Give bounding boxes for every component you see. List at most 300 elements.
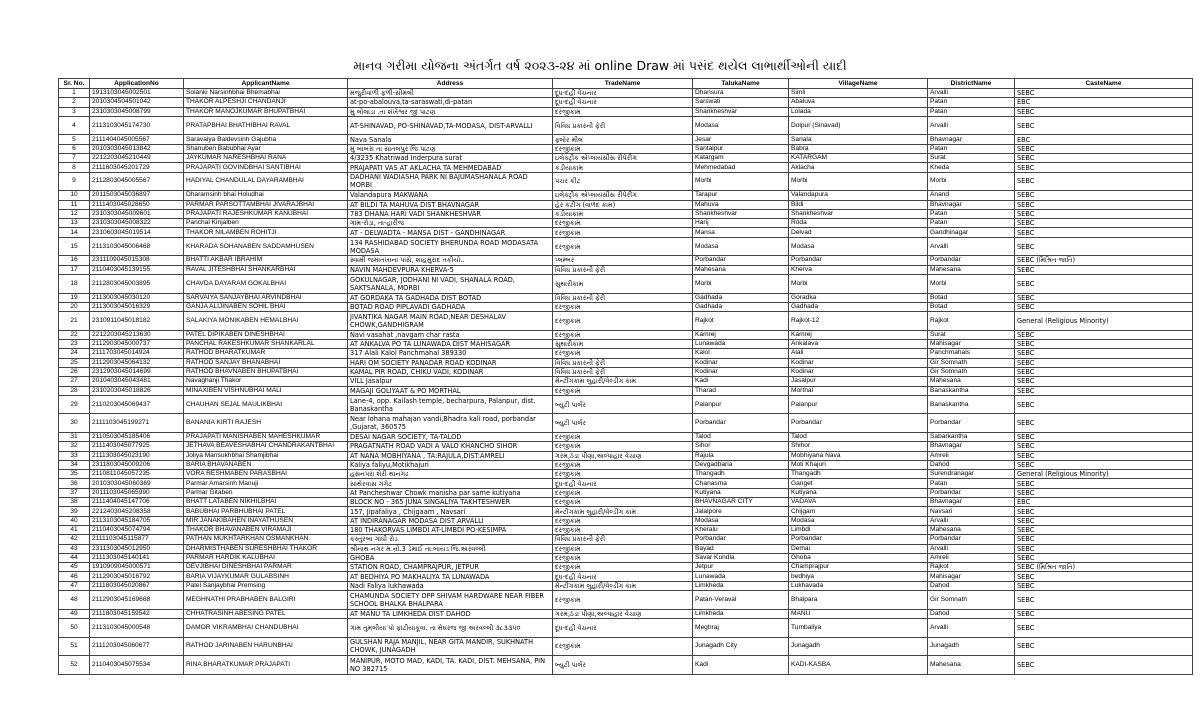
table-row: [59, 525, 1193, 534]
cell-trade-name: બ્યુટી પાર્લર: [553, 395, 693, 414]
cell-application-no: 2311803045009206: [90, 460, 184, 469]
cell-trade-name: દરજીકામ: [553, 460, 693, 469]
cell-trade-name: દૂધ-દહીં વેચનાર: [553, 479, 693, 488]
cell-trade-name: મેન્ટીંગકામ લુહારી/વેલ્ડીંગ કામ: [553, 581, 693, 590]
cell-address: VILL Jasalpur: [348, 377, 553, 386]
cell-district-name: Bhavnagar: [928, 135, 1015, 144]
cell-sr-no: 22: [59, 330, 90, 339]
cell-trade-name: સુથારીકામ: [553, 340, 693, 349]
cell-trade-name: દૂધ-દહીં વેચનાર: [553, 618, 693, 637]
cell-caste-name: SEBC: [1015, 637, 1193, 656]
cell-village-name: Aklacha: [789, 163, 928, 172]
cell-taluka-name: Tharad: [693, 386, 789, 395]
cell-address: AT - DELWADTA - MANSA DIST - GANDHINAGAR: [348, 228, 553, 237]
table-row: [59, 414, 1193, 433]
cell-taluka-name: Lunawada: [693, 340, 789, 349]
cell-applicant-name: MEGHNATHI PRABHABEN BALGIRI: [184, 591, 348, 610]
cell-caste-name: SEBC: [1015, 265, 1193, 274]
table-row: [59, 609, 1193, 618]
cell-address: Kaliya faliyu,Motikhajuri: [348, 460, 553, 469]
table-row: [59, 200, 1193, 209]
cell-taluka-name: Santalpur: [693, 144, 789, 153]
cell-application-no: 2010303045060369: [90, 479, 184, 488]
cell-applicant-name: SARVAIYA SANJAYBHAI ARVINDBHAI: [184, 293, 348, 302]
cell-taluka-name: Devgadbaria: [693, 460, 789, 469]
cell-sr-no: 19: [59, 293, 90, 302]
table-row: [59, 432, 1193, 441]
cell-address: AT ANKALVA PO TA LUNAWADA DIST MAHISAGAR: [348, 340, 553, 349]
table-row: [59, 507, 1193, 516]
cell-village-name: Roda: [789, 219, 928, 228]
cell-trade-name: દરજીકામ: [553, 637, 693, 656]
cell-application-no: 2212203045213630: [90, 330, 184, 339]
table-row: [59, 544, 1193, 553]
cell-district-name: Botad: [928, 293, 1015, 302]
cell-trade-name: બ્યુટી પાર્લર: [553, 414, 693, 433]
table-row: [59, 135, 1193, 144]
cell-caste-name: SEBC: [1015, 209, 1193, 218]
cell-district-name: Gir Somnath: [928, 358, 1015, 367]
table-row: [59, 637, 1193, 656]
table-row: [59, 340, 1193, 349]
cell-applicant-name: PATHAN MUKHTARKHAN OSMANKHAN: [184, 535, 348, 544]
cell-trade-name: દરજીકામ: [553, 228, 693, 237]
cell-caste-name: SEBC: [1015, 553, 1193, 562]
cell-trade-name: ગરમ,ઠંડા પીણા,અલ્પાહાર વેચાણ: [553, 609, 693, 618]
cell-caste-name: SEBC: [1015, 488, 1193, 497]
cell-district-name: Porbandar: [928, 256, 1015, 265]
cell-applicant-name: Dharamsinh bhai Holudhai: [184, 191, 348, 200]
cell-district-name: Sabarkantha: [928, 432, 1015, 441]
cell-taluka-name: Palanpur: [693, 395, 789, 414]
cell-sr-no: 48: [59, 591, 90, 610]
cell-trade-name: વિવિધ પ્રકારની ફેરી: [553, 358, 693, 367]
cell-village-name: Lukhavada: [789, 581, 928, 590]
cell-village-name: Kodinar: [789, 358, 928, 367]
cell-caste-name: SEBC: [1015, 367, 1193, 376]
cell-trade-name: વિવિધ પ્રકારની ફેરી: [553, 265, 693, 274]
table-row: [59, 191, 1193, 200]
table-row: [59, 470, 1193, 479]
cell-application-no: 2112903045000737: [90, 340, 184, 349]
cell-village-name: Babra: [789, 144, 928, 153]
cell-village-name: Delvad: [789, 228, 928, 237]
cell-district-name: Porbandar: [928, 488, 1015, 497]
cell-taluka-name: Meghraj: [693, 618, 789, 637]
cell-application-no: 2111404045005567: [90, 135, 184, 144]
cell-sr-no: 26: [59, 367, 90, 376]
cell-applicant-name: Navaghanji Thakor: [184, 377, 348, 386]
cell-applicant-name: JAYKUMAR NARESHBHAI RANA: [184, 154, 348, 163]
col-header-taluka-name: TalukaName: [693, 79, 789, 89]
cell-sr-no: 36: [59, 479, 90, 488]
table-row: [59, 237, 1193, 256]
cell-village-name: Morthal: [789, 386, 928, 395]
cell-caste-name: SEBC: [1015, 237, 1193, 256]
cell-sr-no: 45: [59, 563, 90, 572]
cell-taluka-name: Morbi: [693, 172, 789, 191]
cell-taluka-name: Lunawada: [693, 572, 789, 581]
cell-caste-name: SEBC: [1015, 591, 1193, 610]
cell-village-name: Morbi: [789, 274, 928, 293]
cell-application-no: 2112803045003895: [90, 274, 184, 293]
cell-application-no: 2310603045019514: [90, 228, 184, 237]
cell-application-no: 2311109045015308: [90, 256, 184, 265]
cell-caste-name: EBC: [1015, 98, 1193, 107]
cell-sr-no: 4: [59, 116, 90, 135]
cell-application-no: 2113103045006468: [90, 237, 184, 256]
cell-taluka-name: Shankheshvar: [693, 107, 789, 116]
cell-address: JIVANTIKA NAGAR MAIN ROAD,NEAR DESHALAV CHOWK,GANDHIGRAM: [348, 312, 553, 331]
cell-sr-no: 8: [59, 163, 90, 172]
cell-taluka-name: Sarswati: [693, 98, 789, 107]
cell-trade-name: કડીયાકામ: [553, 209, 693, 218]
table-row: [59, 154, 1193, 163]
cell-taluka-name: Kheralu: [693, 525, 789, 534]
cell-caste-name: SEBC: [1015, 609, 1193, 618]
cell-taluka-name: Mehmedabad: [693, 163, 789, 172]
cell-district-name: Bhavnagar: [928, 498, 1015, 507]
cell-village-name: Kherva: [789, 265, 928, 274]
cell-district-name: Bhavnagar: [928, 442, 1015, 451]
cell-application-no: 2111403045028650: [90, 200, 184, 209]
cell-village-name: Tumbaliya: [789, 618, 928, 637]
cell-district-name: Patan: [928, 144, 1015, 153]
cell-caste-name: SEBC: [1015, 395, 1193, 414]
cell-caste-name: SEBC: [1015, 116, 1193, 135]
cell-village-name: Junagadh: [789, 637, 928, 656]
cell-district-name: Gir Somnath: [928, 591, 1015, 610]
cell-taluka-name: Modasa: [693, 116, 789, 135]
cell-application-no: 2110203045069437: [90, 395, 184, 414]
cell-trade-name: દરજીકામ: [553, 442, 693, 451]
cell-village-name: Palanpur: [789, 395, 928, 414]
cell-applicant-name: PRAJAPATI RAJESHKUMAR KANUBHAI: [184, 209, 348, 218]
cell-trade-name: કડીયાકામ: [553, 163, 693, 172]
cell-trade-name: દરજીકામ: [553, 498, 693, 507]
cell-application-no: 2111103045199271: [90, 414, 184, 433]
cell-village-name: Morbi: [789, 172, 928, 191]
table-row: [59, 98, 1193, 107]
cell-caste-name: SEBC: [1015, 154, 1193, 163]
cell-address: DESAI NAGAR SOCIETY, TA-TALOD: [348, 432, 553, 441]
cell-district-name: Porbandar: [928, 535, 1015, 544]
cell-application-no: 2113003045016329: [90, 302, 184, 311]
cell-sr-no: 15: [59, 237, 90, 256]
cell-sr-no: 35: [59, 470, 90, 479]
cell-address: કસ્તુરબા ગાંધી રોડ: [348, 535, 553, 544]
cell-village-name: KADI-KASBA: [789, 656, 928, 675]
cell-trade-name: દરજીકામ: [553, 516, 693, 525]
cell-taluka-name: Limkheda: [693, 581, 789, 590]
cell-district-name: Gandhinagar: [928, 228, 1015, 237]
cell-caste-name: SEBC: [1015, 219, 1193, 228]
cell-trade-name: દરજીકામ: [553, 553, 693, 562]
cell-taluka-name: Mahuva: [693, 200, 789, 209]
cell-village-name: bedhiya: [789, 572, 928, 581]
cell-application-no: 2112903045016792: [90, 572, 184, 581]
cell-taluka-name: Modasa: [693, 516, 789, 525]
cell-district-name: Patan: [928, 209, 1015, 218]
cell-application-no: 2112903045064132: [90, 358, 184, 367]
cell-address: સ્વામી જમાતખાના પાસે, શાહમુરાદ તકીયો..: [348, 256, 553, 265]
cell-address: MAGAJI GOLIYAAT & PO MORTHAL: [348, 386, 553, 395]
cell-sr-no: 25: [59, 358, 90, 367]
col-header-caste-name: CasteName: [1015, 79, 1193, 89]
cell-application-no: 2311303045012950: [90, 544, 184, 553]
cell-trade-name: દરજીકામ: [553, 349, 693, 358]
cell-district-name: Amreli: [928, 451, 1015, 460]
cell-village-name: Rajkot-12: [789, 312, 928, 331]
cell-district-name: Morbi: [928, 274, 1015, 293]
beneficiary-table-container: [58, 78, 1192, 675]
table-row: [59, 442, 1193, 451]
cell-applicant-name: Patel Sanjaybhai Premsing: [184, 581, 348, 590]
cell-taluka-name: BHAVNAGAR CITY: [693, 498, 789, 507]
cell-taluka-name: Porbandar: [693, 256, 789, 265]
cell-caste-name: SEBC: [1015, 460, 1193, 469]
cell-address: ગામ તુમલીયા પો ફાંટીયાકૂવા. તા મેઘરજ જી અરવલ્લી ૩૮૩૩૫૦: [348, 618, 553, 637]
cell-application-no: 2110403045139155: [90, 265, 184, 274]
cell-village-name: Shihor: [789, 442, 928, 451]
table-row: [59, 163, 1193, 172]
cell-trade-name: ઇલેક્ટ્રીક એપ્લાયંસીસ રીપેરીંગ: [553, 154, 693, 163]
cell-district-name: Arvalli: [928, 116, 1015, 135]
cell-address: NAVIN MAHDEVPURA KHERVA-5: [348, 265, 553, 274]
cell-application-no: 2110403045075534: [90, 656, 184, 675]
cell-village-name: Mobhiyana Nava: [789, 451, 928, 460]
cell-village-name: Limbdi: [789, 525, 928, 534]
cell-sr-no: 2: [59, 98, 90, 107]
cell-application-no: 2111404045147706: [90, 498, 184, 507]
cell-sr-no: 31: [59, 432, 90, 441]
table-row: [59, 116, 1193, 135]
cell-taluka-name: Rajula: [693, 451, 789, 460]
cell-district-name: Surendranagar: [928, 470, 1015, 479]
cell-trade-name: દરજીકામ: [553, 591, 693, 610]
cell-village-name: Kutiyana: [789, 488, 928, 497]
cell-district-name: Surat: [928, 154, 1015, 163]
cell-village-name: Moti Khajuri: [789, 460, 928, 469]
cell-village-name: Porbandar: [789, 535, 928, 544]
cell-applicant-name: PARMAR PARSOTTAMBHAI JIVARAJBHAI: [184, 200, 348, 209]
cell-caste-name: SEBC: [1015, 414, 1193, 433]
cell-district-name: Arvalli: [928, 544, 1015, 553]
cell-village-name: Bhalpara: [789, 591, 928, 610]
cell-taluka-name: Kodinar: [693, 367, 789, 376]
table-row: [59, 172, 1193, 191]
cell-applicant-name: VORA RESHMABEN PARASBHAI: [184, 470, 348, 479]
cell-district-name: Rajkot: [928, 563, 1015, 572]
cell-address: KAMAL PIR ROAD, CHIKU VADI, KODINAR: [348, 367, 553, 376]
cell-caste-name: SEBC: [1015, 349, 1193, 358]
cell-taluka-name: Limkheda: [693, 609, 789, 618]
cell-district-name: Patan: [928, 219, 1015, 228]
cell-address: PRAJAPATI VAS AT AKLACHA TA MEHMEDABAD: [348, 163, 553, 172]
cell-district-name: Rajkot: [928, 312, 1015, 331]
cell-application-no: 2212403045208358: [90, 507, 184, 516]
cell-application-no: 2011103045065990: [90, 488, 184, 497]
cell-application-no: 2310303045008322: [90, 219, 184, 228]
cell-applicant-name: CHAUHAN SEJAL MAULIKBHAI: [184, 395, 348, 414]
cell-sr-no: 32: [59, 442, 90, 451]
cell-application-no: 2212203045210449: [90, 154, 184, 163]
cell-caste-name: SEBC: [1015, 451, 1193, 460]
cell-sr-no: 41: [59, 525, 90, 534]
cell-address: AT BILDI TA MAHUVA DIST BHAVNAGAR: [348, 200, 553, 209]
cell-caste-name: SEBC: [1015, 525, 1193, 534]
cell-trade-name: દરજીકામ: [553, 302, 693, 311]
cell-district-name: Morbi: [928, 172, 1015, 191]
cell-sr-no: 16: [59, 256, 90, 265]
cell-sr-no: 14: [59, 228, 90, 237]
cell-taluka-name: Dhansura: [693, 89, 789, 98]
cell-trade-name: વિવિધ પ્રકારની ફેરી: [553, 116, 693, 135]
cell-district-name: Bhavnagar: [928, 200, 1015, 209]
cell-address: 783 DHANA HARI VADI SHANKHESHVAR: [348, 209, 553, 218]
cell-caste-name: SEBC (મિશ્રિત જાતિ): [1015, 563, 1193, 572]
cell-application-no: 2310911045018182: [90, 312, 184, 331]
cell-sr-no: 27: [59, 377, 90, 386]
cell-applicant-name: BARIA VIJAYKUMAR GULABSINH: [184, 572, 348, 581]
cell-address: Near lohana mahajan vandi,Bhadra kali road, porbandar ,Gujarat, 360575: [348, 414, 553, 433]
cell-applicant-name: Joliya Mansukhbhai Shamjibhai: [184, 451, 348, 460]
cell-caste-name: SEBC: [1015, 572, 1193, 581]
cell-district-name: Mahesana: [928, 377, 1015, 386]
table-row: [59, 265, 1193, 274]
cell-application-no: 2111803045159542: [90, 609, 184, 618]
cell-trade-name: ઇલેક્ટ્રીક એપ્લાયંસીસ રીપેરીંગ: [553, 191, 693, 200]
col-header-trade-name: TradeName: [553, 79, 693, 89]
cell-sr-no: 44: [59, 553, 90, 562]
cell-application-no: 2113103045174730: [90, 116, 184, 135]
cell-application-no: 2111303045023190: [90, 451, 184, 460]
cell-sr-no: 20: [59, 302, 90, 311]
cell-sr-no: 39: [59, 507, 90, 516]
cell-sr-no: 7: [59, 154, 90, 163]
cell-address: GHOBA: [348, 553, 553, 562]
cell-village-name: Sanala: [789, 135, 928, 144]
table-row: [59, 618, 1193, 637]
cell-taluka-name: Morbi: [693, 274, 789, 293]
cell-sr-no: 1: [59, 89, 90, 98]
cell-taluka-name: Thangadh: [693, 470, 789, 479]
table-row: [59, 89, 1193, 98]
cell-trade-name: હેર કટીંગ (વાળંદ કામ): [553, 200, 693, 209]
cell-trade-name: દરજીકામ: [553, 525, 693, 534]
cell-district-name: Arvalli: [928, 516, 1015, 525]
cell-village-name: Bildi: [789, 200, 928, 209]
cell-village-name: Shankheshvar: [789, 209, 928, 218]
cell-trade-name: વિવિધ પ્રકારની ફેરી: [553, 535, 693, 544]
table-row: [59, 516, 1193, 525]
cell-taluka-name: Talod: [693, 432, 789, 441]
cell-village-name: Ghoba: [789, 553, 928, 562]
cell-application-no: 2310303045009601: [90, 209, 184, 218]
cell-address: CHAMUNDA SOCIETY OPP SHIVAM HARDWARE NEAR FIBER SCHOOL BHALKA BHALPARA: [348, 591, 553, 610]
cell-trade-name: દૂધ-દહીં વેચનાર: [553, 89, 693, 98]
table-row: [59, 107, 1193, 116]
cell-address: મું બાબરા તા સાંતલપુર જિ પાટણ: [348, 144, 553, 153]
table-row: [59, 479, 1193, 488]
cell-caste-name: SEBC: [1015, 432, 1193, 441]
table-row: [59, 144, 1193, 153]
cell-sr-no: 47: [59, 581, 90, 590]
cell-sr-no: 3: [59, 107, 90, 116]
cell-village-name: MANU: [789, 609, 928, 618]
cell-applicant-name: RATHOD BHAVNABEN BHUPATBHAI: [184, 367, 348, 376]
cell-sr-no: 40: [59, 516, 90, 525]
cell-taluka-name: Gadhada: [693, 293, 789, 302]
cell-caste-name: SEBC: [1015, 330, 1193, 339]
cell-village-name: Chijgam: [789, 507, 928, 516]
table-row: [59, 330, 1193, 339]
col-header-applicant-name: ApplicantName: [184, 79, 348, 89]
cell-applicant-name: PARMAR HARDIK KALUBHAI: [184, 553, 348, 562]
cell-sr-no: 42: [59, 535, 90, 544]
cell-sr-no: 9: [59, 172, 90, 191]
cell-taluka-name: Jalalpore: [693, 507, 789, 516]
cell-application-no: 2113003045030120: [90, 293, 184, 302]
col-header-application-no: ApplicationNo: [90, 79, 184, 89]
cell-applicant-name: PRAJAPATI GOVINDBHAI SANTIBHAI: [184, 163, 348, 172]
cell-address: At Pancheshwar Chowk manisha par same kutiyana: [348, 488, 553, 497]
cell-trade-name: સુથારીકામ: [553, 274, 693, 293]
cell-sr-no: 52: [59, 656, 90, 675]
table-row: [59, 656, 1193, 675]
cell-taluka-name: Shankheshvar: [693, 209, 789, 218]
table-row: [59, 274, 1193, 293]
cell-applicant-name: JETHAVA BEAVESHABHAI CHANDRAKANTBHAI: [184, 442, 348, 451]
cell-taluka-name: Savar Kundla: [693, 553, 789, 562]
cell-trade-name: દરજીકામ: [553, 144, 693, 153]
page-title: માનવ ગરીમા યોજના અંતર્ગત વર્ષ ૨૦૨૩-૨૪ માં online Draw માં પસંદ થયેલ લાભાર્થીઓની યાદી: [353, 58, 847, 73]
cell-address: AT NANA MOBHIYANA , TA:RAJULA,DIST:AMRELI: [348, 451, 553, 460]
cell-village-name: Dolpur (Sinavad): [789, 116, 928, 135]
cell-caste-name: SEBC: [1015, 200, 1193, 209]
cell-application-no: 2310203045018826: [90, 386, 184, 395]
cell-village-name: Simli: [789, 89, 928, 98]
cell-address: સાંથેરવાસ ગંગેટ: [348, 479, 553, 488]
cell-sr-no: 13: [59, 219, 90, 228]
cell-district-name: Mahesana: [928, 265, 1015, 274]
cell-trade-name: દરજીકામ: [553, 488, 693, 497]
table-row: [59, 498, 1193, 507]
cell-applicant-name: PATEL DIPIKABEN DINESHBHAI: [184, 330, 348, 339]
cell-taluka-name: Kodinar: [693, 358, 789, 367]
cell-district-name: Mahisagar: [928, 340, 1015, 349]
cell-trade-name: વિવિધ પ્રકારની ફેરી: [553, 367, 693, 376]
cell-sr-no: 29: [59, 395, 90, 414]
cell-application-no: 2310303045008799: [90, 107, 184, 116]
cell-application-no: 2111303045140141: [90, 553, 184, 562]
cell-address: BLOCK NO - 365 JUNA SINGALIYA TAKHTESHWER: [348, 498, 553, 507]
cell-taluka-name: Porbandar: [693, 535, 789, 544]
cell-sr-no: 49: [59, 609, 90, 618]
cell-sr-no: 11: [59, 200, 90, 209]
cell-taluka-name: Jetpur: [693, 563, 789, 572]
cell-taluka-name: Tarapur: [693, 191, 789, 200]
cell-address: PRAGATNATH ROAD VADI A VALO KHANCHO SIHOR: [348, 442, 553, 451]
cell-address: Nadi Faliya lukhawada: [348, 581, 553, 590]
cell-address: હસનપરા શેરી થાનગઢ: [348, 470, 553, 479]
cell-application-no: 2111803045020867: [90, 581, 184, 590]
cell-address: 134 RASHIDABAD SOCIETY BHERUNDA ROAD MODASATA MODASA: [348, 237, 553, 256]
cell-caste-name: SEBC (મિશ્રિત જાતિ): [1015, 256, 1193, 265]
cell-taluka-name: Rajkot: [693, 312, 789, 331]
cell-caste-name: EBC: [1015, 498, 1193, 507]
cell-address: AT BEDHIYA PO MAKHALIYA TA LUNAWADA: [348, 572, 553, 581]
